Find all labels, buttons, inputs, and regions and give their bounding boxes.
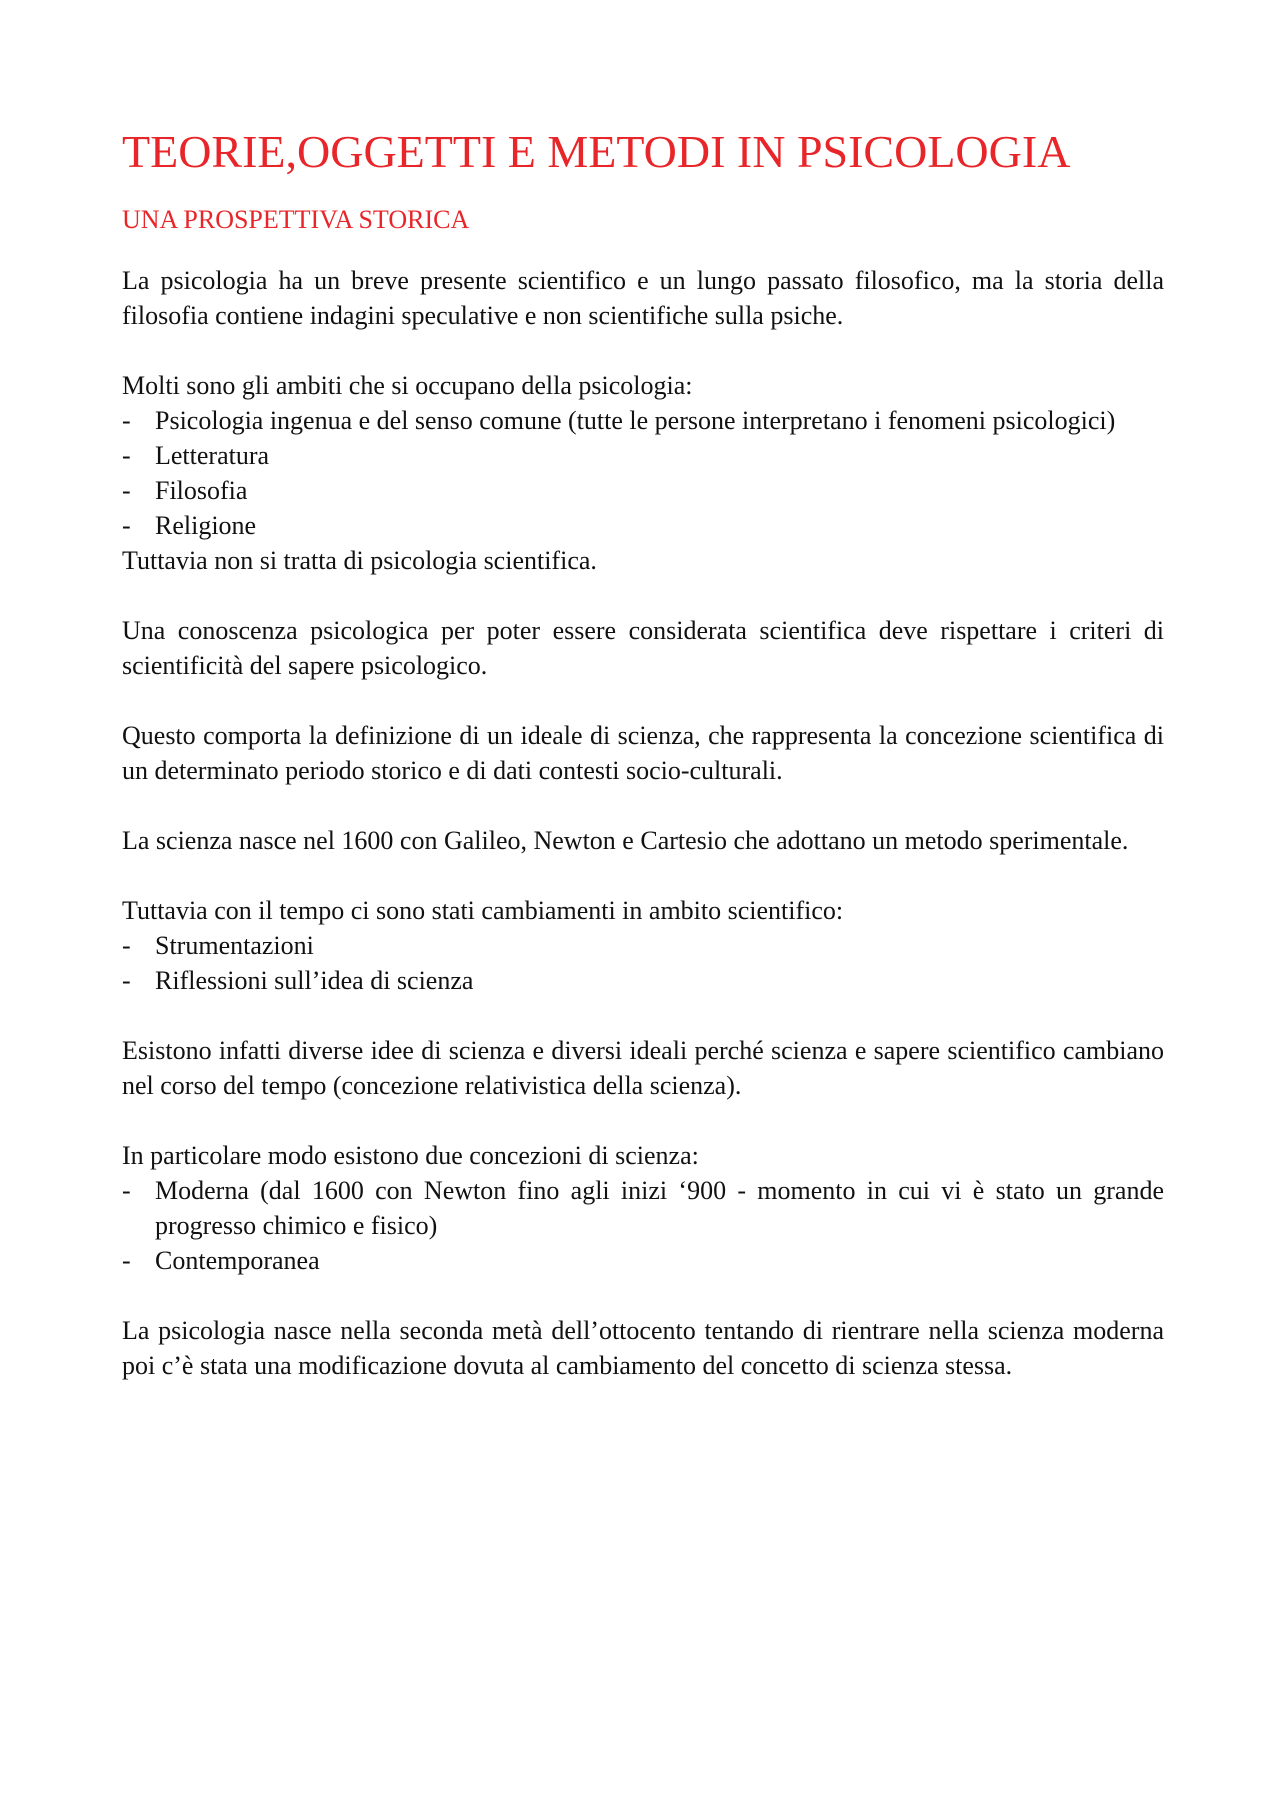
list-item: - Strumentazioni: [122, 928, 1164, 963]
list-item: - Riflessioni sull’idea di scienza: [122, 963, 1164, 998]
document-page: [122, 120, 1164, 1383]
paragraph-relativism: Esistono infatti diverse idee di scienza e diversi ideali perché scienza e sapere scientifico cambiano nel corso del tempo (concezione relativistica della scienza).: [122, 1036, 1164, 1100]
list-item: - Filosofia: [122, 473, 1164, 508]
paragraph-ideal: Questo comporta la definizione di un ideale di scienza, che rappresenta la concezione scientifica di un determinato periodo storico e di dati contesti socio-culturali.: [122, 721, 1164, 785]
changes-list: [122, 928, 1164, 998]
fields-list: [122, 403, 1164, 543]
paragraph-criteria: Una conoscenza psicologica per poter essere considerata scientifica deve rispettare i criteri di scientificità del sapere psicologico.: [122, 616, 1164, 680]
dash-bullet: -: [122, 511, 131, 540]
dash-bullet: -: [122, 966, 131, 995]
paragraph-fields-outro: Tuttavia non si tratta di psicologia scientifica.: [122, 546, 597, 575]
paragraph-fields-intro: Molti sono gli ambiti che si occupano della psicologia:: [122, 371, 693, 400]
list-item: - Religione: [122, 508, 1164, 543]
dash-bullet: -: [122, 931, 131, 960]
list-item: - Psicologia ingenua e del senso comune (tutte le persone interpretano i fenomeni psicologici): [122, 403, 1164, 438]
list-item: - Contemporanea: [122, 1243, 1164, 1278]
paragraph-conclusion: La psicologia nasce nella seconda metà dell’ottocento tentando di rientrare nella scienza moderna poi c’è stata una modificazione dovuta al cambiamento del concetto di scienza stessa.: [122, 1316, 1164, 1380]
list-item: - Moderna (dal 1600 con Newton fino agli inizi ‘900 - momento in cui vi è stato un grande progresso chimico e fisico): [122, 1173, 1164, 1243]
dash-bullet: -: [122, 406, 131, 435]
paragraph-origin: La scienza nasce nel 1600 con Galileo, Newton e Cartesio che adottano un metodo sperimentale.: [122, 826, 1129, 855]
paragraph-changes-intro: Tuttavia con il tempo ci sono stati cambiamenti in ambito scientifico:: [122, 896, 844, 925]
paragraph-intro: La psicologia ha un breve presente scientifico e un lungo passato filosofico, ma la storia della filosofia contiene indagini speculative e non scientifiche sulla psiche.: [122, 266, 1164, 330]
list-item: - Letteratura: [122, 438, 1164, 473]
section-heading: UNA PROSPETTIVA STORICA: [122, 205, 470, 234]
dash-bullet: -: [122, 441, 131, 470]
dash-bullet: -: [122, 1246, 131, 1275]
paragraph-concepts-intro: In particolare modo esistono due concezioni di scienza:: [122, 1141, 699, 1170]
concepts-list: [122, 1173, 1164, 1278]
dash-bullet: -: [122, 476, 131, 505]
dash-bullet: -: [122, 1176, 131, 1205]
document-title: TEORIE,OGGETTI E METODI IN PSICOLOGIA: [122, 126, 1071, 177]
